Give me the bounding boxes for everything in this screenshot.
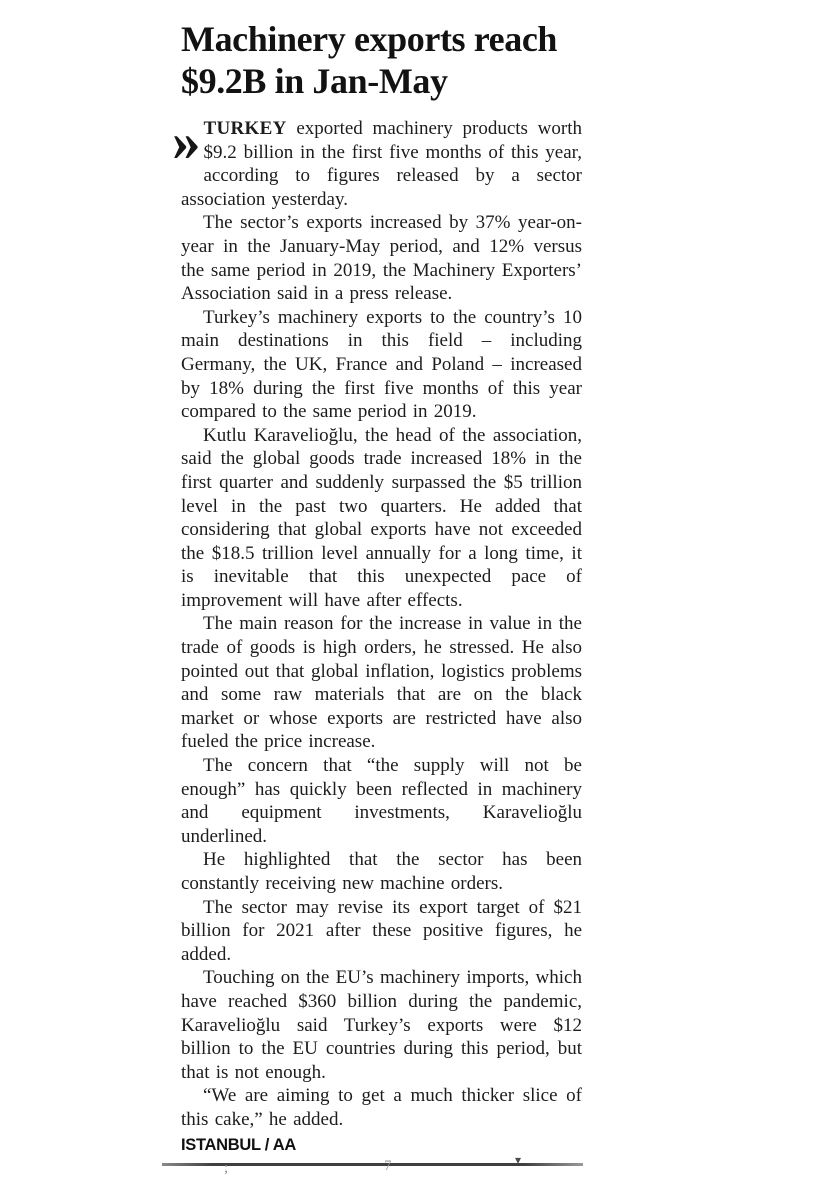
scan-artifact: ▾	[515, 1153, 522, 1167]
scan-artifact: 7	[384, 1158, 392, 1174]
paragraph-text: exported machinery products worth $9.2 billion in the first five months of this year, according to figures released by a sector association yesterday.	[181, 118, 582, 210]
article-paragraph: The sector may revise its export target of $21 billion for 2021 after these positive figures, he added.	[181, 896, 582, 965]
article-paragraph: The concern that “the supply will not be enough” has quickly been reflected in machinery and equipment investments, Karavelioğlu underlined.	[181, 755, 582, 847]
scan-artifact: ;	[224, 1160, 229, 1176]
article-body	[172, 110, 582, 1132]
article-paragraph	[172, 110, 582, 211]
article-paragraph: He highlighted that the sector has been constantly receiving new machine orders.	[181, 849, 582, 894]
news-article	[172, 18, 582, 1155]
article-paragraph: The sector’s exports increased by 37% year-on-year in the January-May period, and 12% versus the same period in 2019, the Machinery Exporters’ Association said in a press release.	[181, 212, 582, 305]
article-paragraph: Turkey’s machinery exports to the country’s 10 main destinations in this field – including Germany, the UK, France and Poland – increased by 18% during the first five months of this year compared to the same period in 2019.	[181, 306, 582, 423]
headline-line-1: Machinery exports reach	[181, 19, 558, 59]
double-chevron-right-icon: »	[172, 110, 197, 173]
headline-line-2: $9.2B in Jan-May	[181, 61, 448, 101]
article-headline	[181, 18, 582, 102]
byline: ISTANBUL / AA	[181, 1135, 296, 1154]
lead-word: TURKEY	[203, 118, 287, 139]
article-paragraph: Touching on the EU’s machinery imports, which have reached $360 billion during the pandemic, Karavelioğlu said Turkey’s exports were $12 billion to the EU countries during this period, but that is not enough.	[181, 967, 582, 1083]
article-paragraph: “We are aiming to get a much thicker slice of this cake,” he added.	[181, 1085, 582, 1130]
article-paragraph: Kutlu Karavelioğlu, the head of the association, said the global goods trade increased 18% in the first quarter and suddenly surpassed the $5 trillion level in the past two quarters. He added that considering that global exports have not exceeded the $18.5 trillion level annually for a long time, it is inevitable that this unexpected pace of improvement will have after effects.	[181, 424, 582, 611]
article-paragraph: The main reason for the increase in value in the trade of goods is high orders, he stressed. He also pointed out that global inflation, logistics problems and some raw materials that are on the black market or whose exports are restricted have also fueled the price increase.	[181, 613, 582, 753]
